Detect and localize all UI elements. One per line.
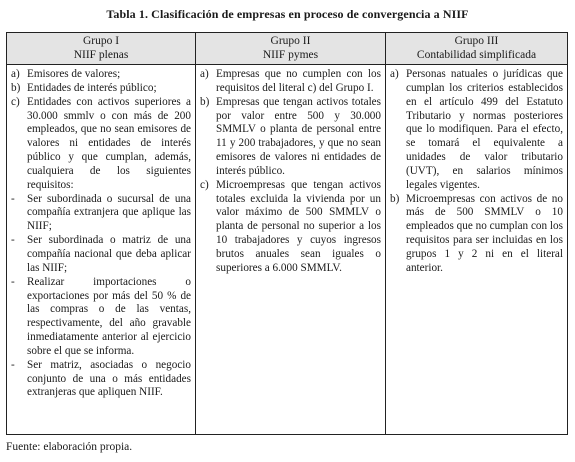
list-item: c) Microempresas que tengan activos totales excluida la vivienda por un valor máximo de 500 SMMLV o planta de personal no superior a los 10 trabajadores y cuyos ingresos brutos anuales sean iguales o superiores a 6.000 SMMLV. — [200, 178, 381, 274]
list-item: - Ser subordinada o sucursal de una compañía extranjera que aplique las NIIF; — [11, 192, 191, 233]
list-item: - Realizar importaciones o exportaciones por más del 50 % de las compras o de las ventas, respectivamente, del año gravable inmediatamente anterior al ejercicio sobre el que se informa. — [11, 275, 191, 357]
classification-table — [6, 32, 568, 435]
list-item: b) Microempresas con activos de no más de 500 SMMLV o 10 empleados que no cumplan con los requisitos para ser incluidas en los grupos 1 y 2 ni en el literal anterior. — [390, 192, 563, 274]
header-group-2-subtitle: NIIF pymes — [262, 48, 319, 61]
list-item: c) Entidades con activos superiores a 30.000 smmlv o con más de 200 empleados, que no sean emisores de valores ni entidades de interés público y que cumplan, además, cualquiera de los siguientes requisitos: — [11, 95, 191, 191]
group-1-column — [7, 65, 196, 434]
list-item: - Ser subordinada o matriz de una compañía nacional que deba aplicar las NIIF; — [11, 234, 191, 274]
header-group-3-name: Grupo III — [454, 35, 499, 47]
list-item: a) Emisores de valores; — [11, 68, 121, 80]
list-item: a) Empresas que no cumplen con los requisitos del literal c) del Grupo I. — [200, 68, 381, 94]
header-group-1 — [7, 33, 196, 64]
table-header-row — [7, 33, 567, 65]
header-group-3-subtitle: Contabilidad simplificada — [416, 48, 537, 61]
list-item: a) Personas natuales o jurídicas que cumplan los criterios establecidos en el artículo 499 del Estatuto Tributario y normas posteriores que lo modifiquen. Para el efecto, se tomará el equivalente a unidades de valor tributario (UVT), en salarios mínimos legales vigentes. — [390, 68, 563, 191]
source-note: Fuente: elaboración propia. — [6, 441, 133, 453]
header-group-2 — [196, 33, 386, 64]
header-group-1-subtitle: NIIF plenas — [73, 48, 129, 61]
header-group-3 — [386, 33, 567, 64]
list-item: b) Empresas que tengan activos totales por valor entre 500 y 30.000 SMMLV o planta de personal entre 11 y 200 trabajadores, y que no sean emisores de valores ni entidades de interés público. — [200, 95, 381, 177]
group-2-column — [196, 65, 386, 434]
list-item: - Ser matriz, asociadas o negocio conjunto de una o más entidades extranjeras que apliquen NIIF. — [11, 358, 191, 399]
list-item: b) Entidades de interés público; — [11, 81, 157, 94]
group-3-column — [386, 65, 567, 434]
table-title: Tabla 1. Clasificación de empresas en proceso de convergencia a NIIF — [106, 7, 469, 21]
header-group-1-name: Grupo I — [82, 35, 120, 47]
header-group-2-name: Grupo II — [270, 35, 311, 47]
